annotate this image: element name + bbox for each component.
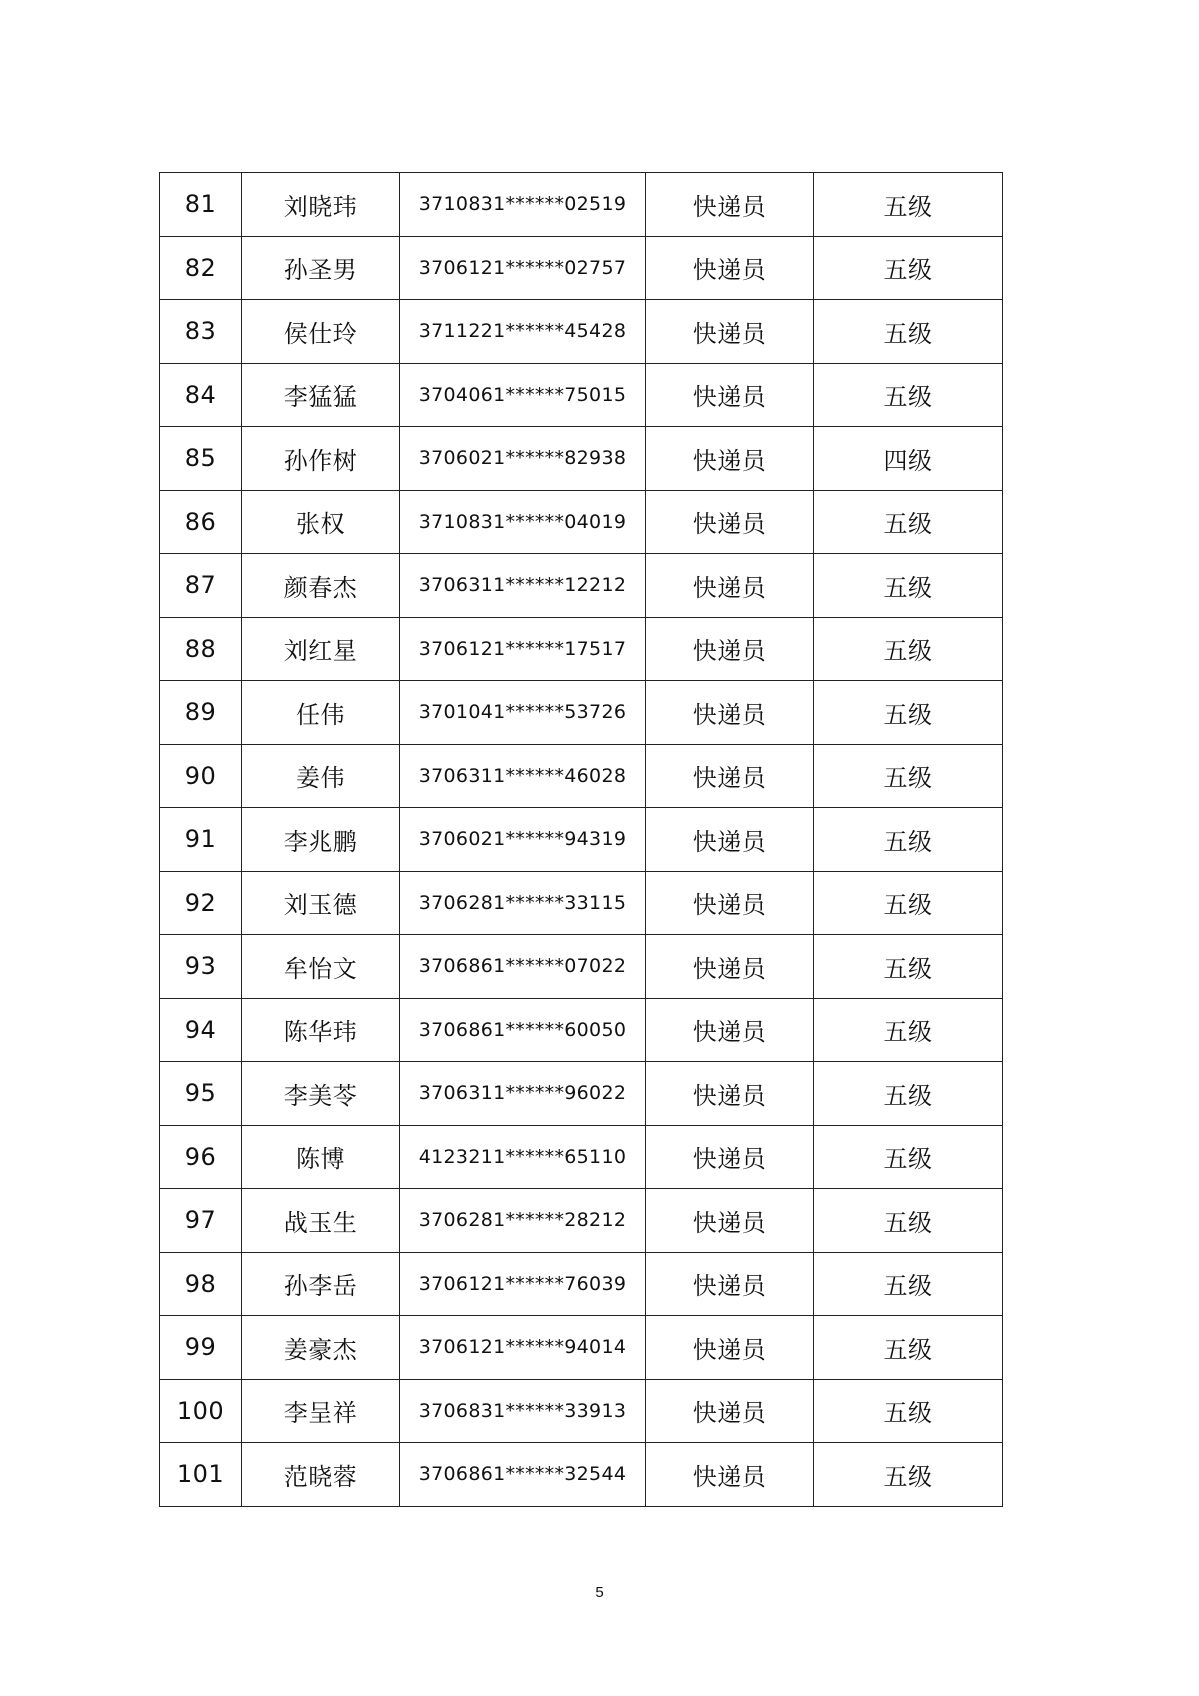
id-number: 3706831******33913 (400, 1379, 646, 1443)
skill-level: 五级 (814, 173, 1003, 237)
occupation: 快递员 (646, 236, 814, 300)
id-number: 3706311******96022 (400, 1062, 646, 1126)
occupation: 快递员 (646, 490, 814, 554)
skill-level: 五级 (814, 1252, 1003, 1316)
person-name: 陈博 (242, 1125, 400, 1189)
row-number: 94 (160, 998, 242, 1062)
person-name: 范晓蓉 (242, 1443, 400, 1507)
row-number: 101 (160, 1443, 242, 1507)
skill-level: 五级 (814, 617, 1003, 681)
occupation: 快递员 (646, 427, 814, 491)
table-row (160, 1379, 1003, 1443)
person-name: 张权 (242, 490, 400, 554)
id-number: 3706311******46028 (400, 744, 646, 808)
person-name: 姜伟 (242, 744, 400, 808)
row-number: 89 (160, 681, 242, 745)
occupation: 快递员 (646, 808, 814, 872)
page-number: 5 (595, 1584, 604, 1601)
table-row (160, 300, 1003, 364)
person-name: 刘晓玮 (242, 173, 400, 237)
table-row (160, 554, 1003, 618)
table-row (160, 808, 1003, 872)
table-row (160, 871, 1003, 935)
skill-level: 五级 (814, 998, 1003, 1062)
skill-level: 五级 (814, 236, 1003, 300)
person-name: 战玉生 (242, 1189, 400, 1253)
occupation: 快递员 (646, 681, 814, 745)
row-number: 98 (160, 1252, 242, 1316)
id-number: 3706121******02757 (400, 236, 646, 300)
table-row (160, 1252, 1003, 1316)
skill-level: 五级 (814, 808, 1003, 872)
table-row (160, 1189, 1003, 1253)
table-row (160, 1443, 1003, 1507)
id-number: 3706021******82938 (400, 427, 646, 491)
table-row (160, 173, 1003, 237)
person-name: 牟怡文 (242, 935, 400, 999)
occupation: 快递员 (646, 935, 814, 999)
table-row (160, 363, 1003, 427)
skill-level: 五级 (814, 1379, 1003, 1443)
id-number: 3710831******02519 (400, 173, 646, 237)
row-number: 95 (160, 1062, 242, 1126)
person-name: 侯仕玲 (242, 300, 400, 364)
skill-level: 五级 (814, 1125, 1003, 1189)
row-number: 83 (160, 300, 242, 364)
table-row (160, 1125, 1003, 1189)
occupation: 快递员 (646, 554, 814, 618)
skill-level: 四级 (814, 427, 1003, 491)
id-number: 3701041******53726 (400, 681, 646, 745)
table-row (160, 1316, 1003, 1380)
occupation: 快递员 (646, 173, 814, 237)
row-number: 87 (160, 554, 242, 618)
table-row (160, 617, 1003, 681)
row-number: 97 (160, 1189, 242, 1253)
skill-level: 五级 (814, 1062, 1003, 1126)
skill-level: 五级 (814, 300, 1003, 364)
table-row (160, 681, 1003, 745)
row-number: 100 (160, 1379, 242, 1443)
table-row (160, 1062, 1003, 1126)
id-number: 3710831******04019 (400, 490, 646, 554)
row-number: 88 (160, 617, 242, 681)
table-row (160, 427, 1003, 491)
id-number: 3706281******33115 (400, 871, 646, 935)
row-number: 96 (160, 1125, 242, 1189)
skill-level: 五级 (814, 935, 1003, 999)
occupation: 快递员 (646, 998, 814, 1062)
row-number: 90 (160, 744, 242, 808)
person-name: 孙李岳 (242, 1252, 400, 1316)
table-row (160, 935, 1003, 999)
row-number: 86 (160, 490, 242, 554)
occupation: 快递员 (646, 617, 814, 681)
person-name: 刘玉德 (242, 871, 400, 935)
occupation: 快递员 (646, 363, 814, 427)
skill-level: 五级 (814, 1316, 1003, 1380)
id-number: 4123211******65110 (400, 1125, 646, 1189)
person-name: 陈华玮 (242, 998, 400, 1062)
row-number: 99 (160, 1316, 242, 1380)
occupation: 快递员 (646, 300, 814, 364)
occupation: 快递员 (646, 1316, 814, 1380)
row-number: 84 (160, 363, 242, 427)
id-number: 3706861******07022 (400, 935, 646, 999)
id-number: 3706121******94014 (400, 1316, 646, 1380)
person-name: 颜春杰 (242, 554, 400, 618)
person-name: 李呈祥 (242, 1379, 400, 1443)
occupation: 快递员 (646, 1125, 814, 1189)
id-number: 3706311******12212 (400, 554, 646, 618)
occupation: 快递员 (646, 1379, 814, 1443)
row-number: 91 (160, 808, 242, 872)
skill-level: 五级 (814, 871, 1003, 935)
table-row (160, 744, 1003, 808)
person-name: 李兆鹏 (242, 808, 400, 872)
row-number: 93 (160, 935, 242, 999)
skill-level: 五级 (814, 490, 1003, 554)
skill-level: 五级 (814, 744, 1003, 808)
table-row (160, 490, 1003, 554)
occupation: 快递员 (646, 1252, 814, 1316)
skill-level: 五级 (814, 1189, 1003, 1253)
id-number: 3711221******45428 (400, 300, 646, 364)
id-number: 3704061******75015 (400, 363, 646, 427)
person-name: 李美苓 (242, 1062, 400, 1126)
roster-table (159, 172, 1003, 1507)
occupation: 快递员 (646, 871, 814, 935)
id-number: 3706121******76039 (400, 1252, 646, 1316)
id-number: 3706121******17517 (400, 617, 646, 681)
person-name: 任伟 (242, 681, 400, 745)
row-number: 82 (160, 236, 242, 300)
occupation: 快递员 (646, 744, 814, 808)
row-number: 85 (160, 427, 242, 491)
row-number: 81 (160, 173, 242, 237)
person-name: 孙圣男 (242, 236, 400, 300)
person-name: 刘红星 (242, 617, 400, 681)
id-number: 3706281******28212 (400, 1189, 646, 1253)
person-name: 李猛猛 (242, 363, 400, 427)
skill-level: 五级 (814, 1443, 1003, 1507)
skill-level: 五级 (814, 554, 1003, 618)
occupation: 快递员 (646, 1189, 814, 1253)
id-number: 3706861******60050 (400, 998, 646, 1062)
skill-level: 五级 (814, 363, 1003, 427)
table-row (160, 998, 1003, 1062)
row-number: 92 (160, 871, 242, 935)
skill-level: 五级 (814, 681, 1003, 745)
person-name: 孙作树 (242, 427, 400, 491)
occupation: 快递员 (646, 1062, 814, 1126)
id-number: 3706021******94319 (400, 808, 646, 872)
table-row (160, 236, 1003, 300)
id-number: 3706861******32544 (400, 1443, 646, 1507)
occupation: 快递员 (646, 1443, 814, 1507)
person-name: 姜豪杰 (242, 1316, 400, 1380)
